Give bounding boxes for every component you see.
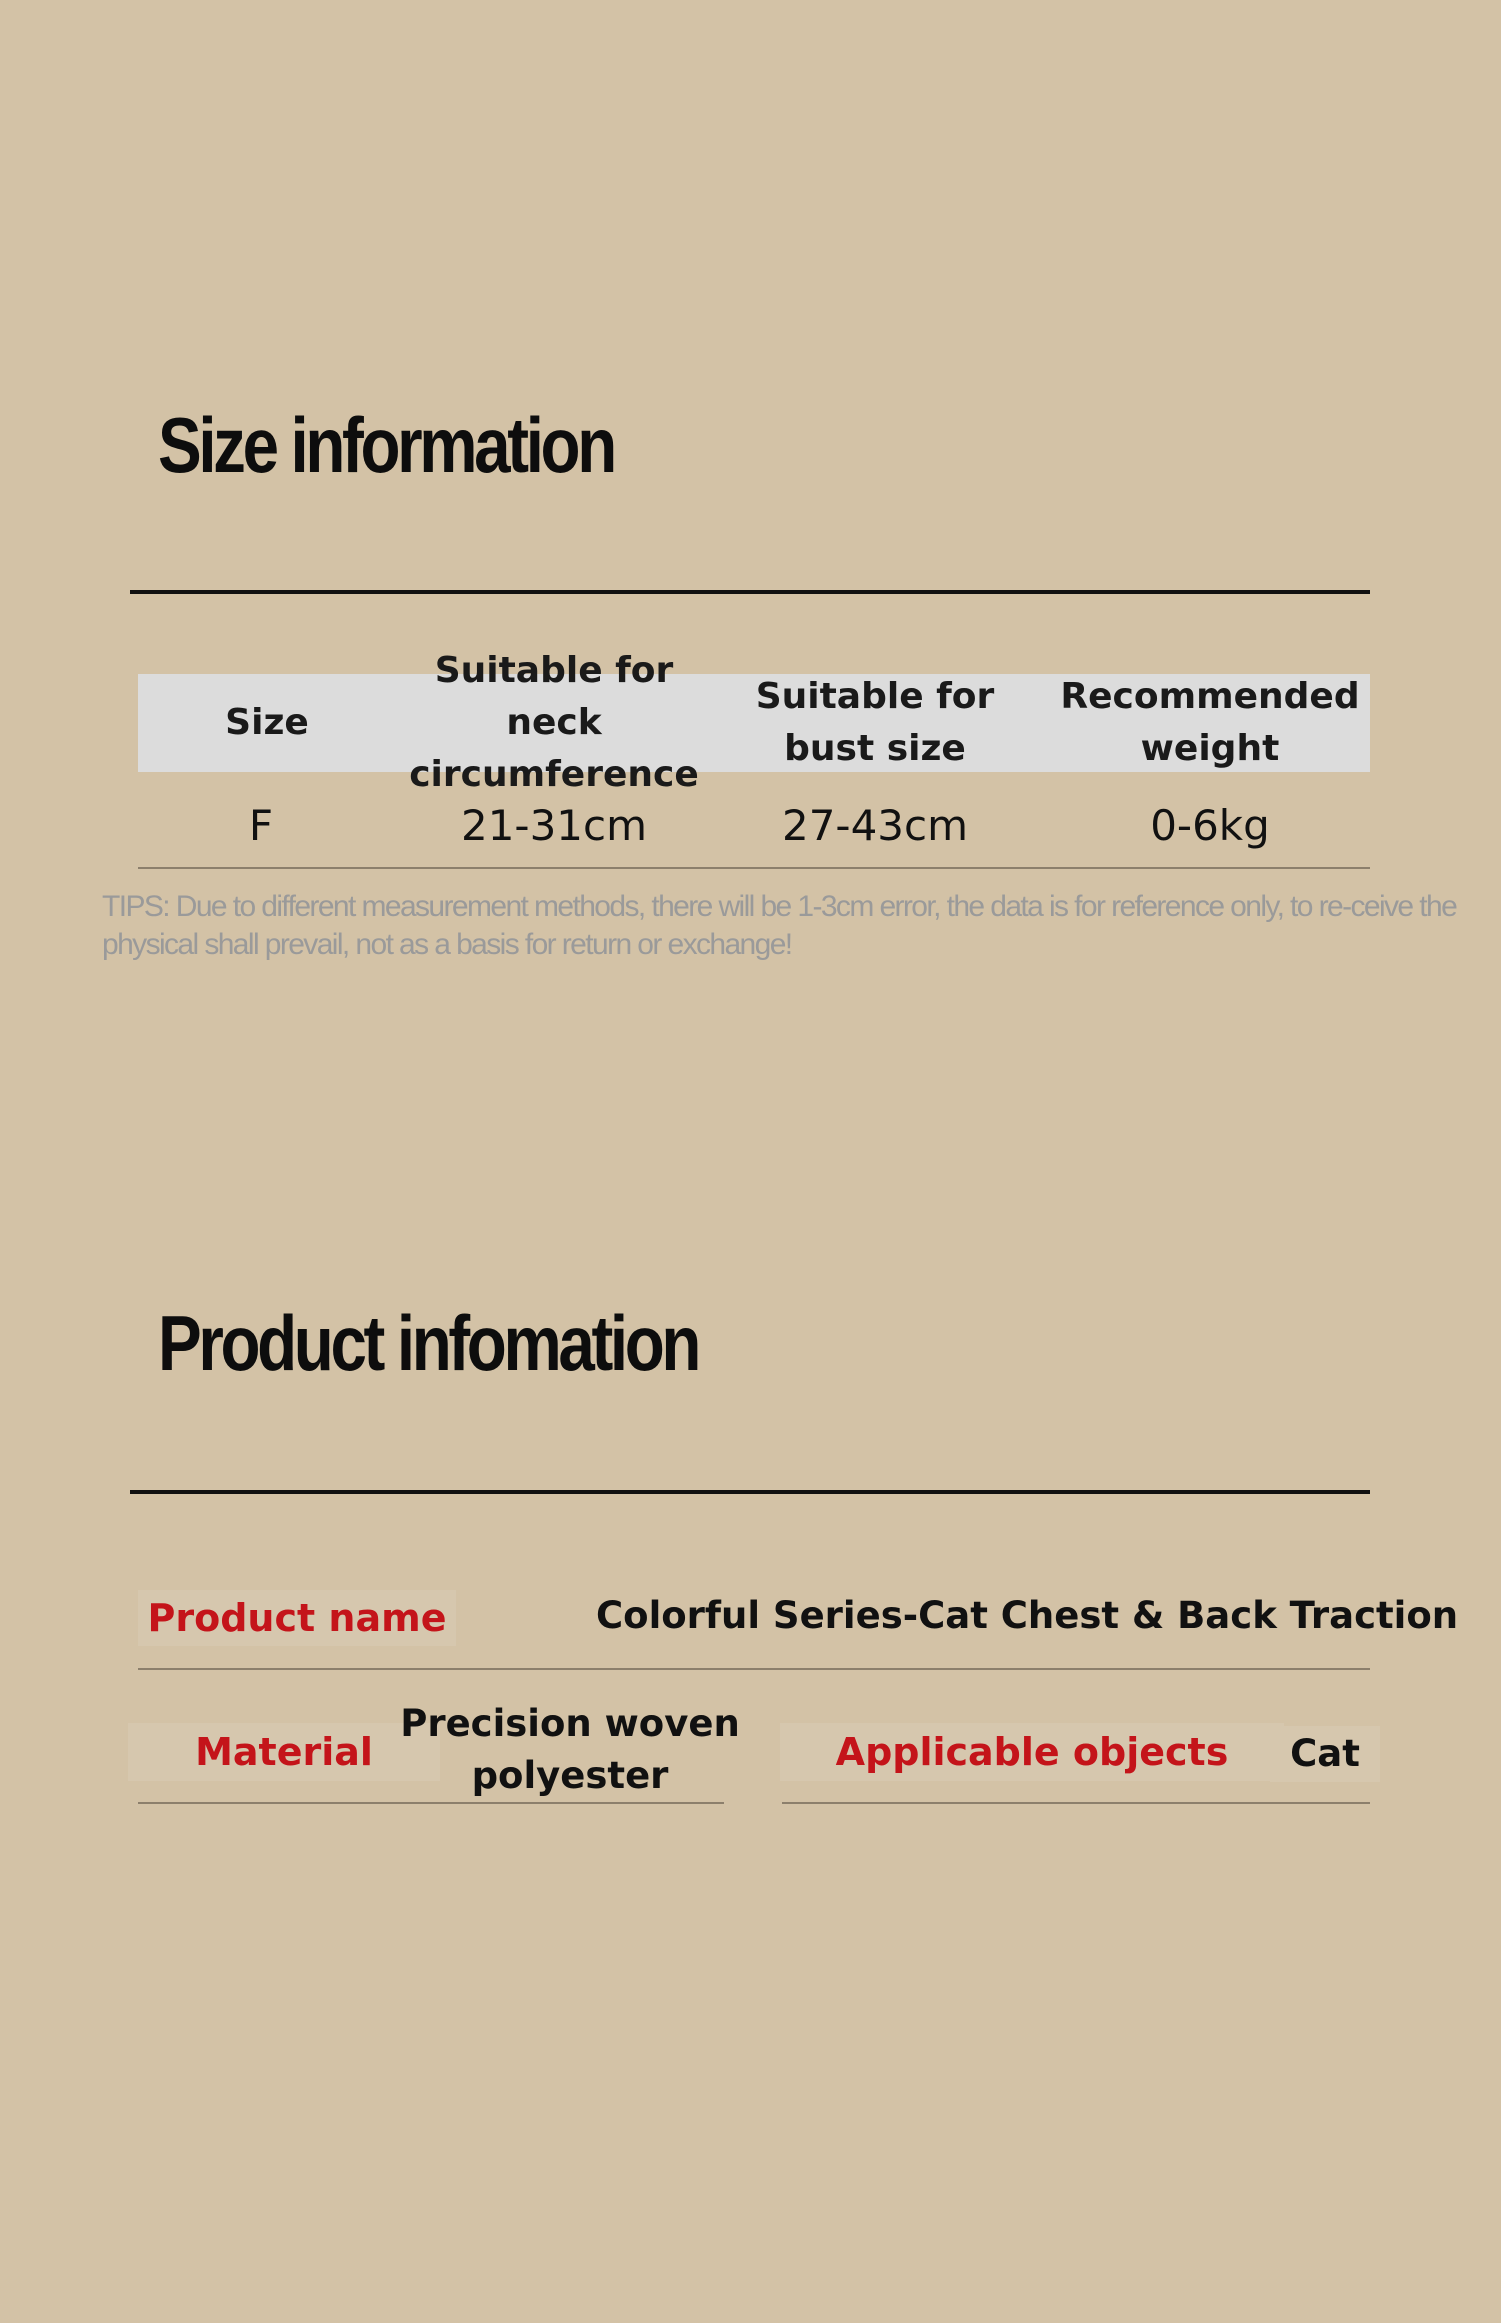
bust-cell: 27-43cm — [781, 800, 969, 850]
weight-cell: 0-6kg — [1150, 800, 1270, 850]
bust-column-header: Suitable for bust size — [755, 676, 995, 769]
size-title-divider — [130, 590, 1370, 594]
material-value: Precision woven polyester — [400, 1702, 740, 1797]
size-info-title: Size information — [158, 401, 614, 489]
product-name-rule — [138, 1668, 1370, 1670]
applicable-rule — [782, 1802, 1370, 1804]
size-table-bottom-rule — [138, 867, 1370, 869]
neck-column-header: Suitable for neck circumference — [409, 650, 699, 795]
size-cell: F — [248, 800, 274, 850]
applicable-objects-value: Cat — [1270, 1726, 1380, 1782]
applicable-objects-label: Applicable objects — [780, 1723, 1284, 1781]
tips-note: TIPS: Due to different measurement methods, there will be 1-3cm error, the data is for reference only, to re-ceive the physical shall prevail, not as a basis for return or exchange! — [102, 890, 1457, 961]
product-name-value: Colorful Series-Cat Chest & Back Traction — [596, 1594, 1459, 1637]
product-name-label: Product name — [138, 1590, 456, 1646]
material-rule — [138, 1802, 724, 1804]
neck-cell: 21-31cm — [460, 800, 648, 850]
product-info-title: Product infomation — [158, 1299, 699, 1387]
material-label: Material — [128, 1723, 440, 1781]
product-title-divider — [130, 1490, 1370, 1494]
size-column-header: Size — [225, 702, 309, 743]
weight-column-header: Recommended weight — [1060, 676, 1360, 769]
